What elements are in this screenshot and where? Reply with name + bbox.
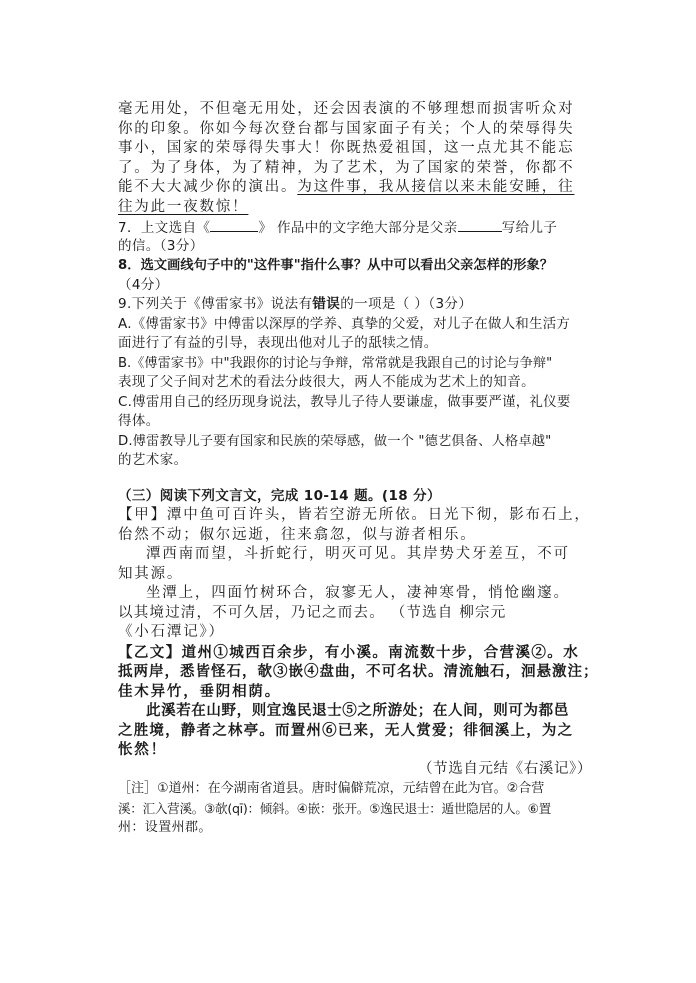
question-text: （4分）: [118, 276, 169, 293]
answer-blank[interactable]: [458, 217, 502, 232]
option-c-cont: 得体。: [118, 413, 160, 429]
passage-line: 事小，国家的荣辱得失事大！你既热爱祖国，这一点尤其不能忘: [118, 140, 575, 156]
underlined-sentence: 往为此一夜数惊！: [118, 198, 249, 215]
passage-line: 了。为了身体，为了精神，为了艺术，为了国家的荣誉，你都不: [118, 159, 575, 176]
passage-line: 毫无用处，不但毫无用处，还会因表演的不够理想而损害听众对: [118, 101, 575, 117]
classical-text-line: 此溪若在山野，则宜逸民退士⑤之所游处；在人间，则可为都邑: [146, 702, 569, 719]
annotation-note: 州：设置州郡。: [118, 820, 212, 835]
passage-line: [118, 198, 594, 218]
classical-text-line: 怅然！: [118, 741, 167, 758]
question-text: 写给儿子: [501, 220, 558, 236]
question-text: 》 作品中的文字绝大部分是父亲: [258, 220, 458, 236]
annotation-note: 溪：汇入营溪。③欹(qī)：倾斜。④嵌：张开。⑤逸民退士：遁世隐居的人。⑥置: [118, 800, 551, 816]
classical-text-line: 以其境过清，不可久居，乃记之而去。 （节选自 柳宗元: [118, 604, 507, 621]
annotation-note: ［注］①道州：在今湖南省道县。唐时偏僻荒凉，元结曾在此为官。②合营: [118, 781, 545, 796]
classical-text-line: 佁然不动；俶尔远逝，往来翕忽，似与游者相乐。: [118, 526, 477, 543]
classical-text-line: 潭西南而望，斗折蛇行，明灭可见。其岸势犬牙差互，不可: [146, 546, 570, 562]
passage-text: 能不大大减少你的演出。: [118, 179, 298, 195]
option-c: C.傅雷用自己的经历现身说法，教导儿子待人要谦虚，做事要严谨，礼仪要: [118, 393, 571, 410]
document-page: [118, 100, 599, 838]
passage-line: [118, 178, 594, 198]
question-text: 的信。（3分）: [118, 237, 204, 254]
classical-text-line: 【乙文】道州①城西百余步，有小溪。南流数十步，合营溪②。水: [118, 643, 580, 661]
section-heading: （三）阅读下列文言文，完成 10-14 题。(18 分）: [118, 487, 441, 504]
classical-text-line: 《小石潭记》）: [118, 624, 225, 640]
question-text: 7．上文选自《: [118, 220, 211, 236]
option-b-cont: 表现了父子间对艺术的看法分歧很大，两人不能成为艺术上的知音。: [118, 374, 535, 390]
option-d-cont: 的艺术家。: [118, 452, 188, 468]
question-text: 的一项是（ ）（3分）: [340, 296, 473, 312]
classical-text-line: 知其源。: [118, 565, 184, 582]
classical-text-line: 【甲】潭中鱼可百许头，皆若空游无所依。日光下彻，影布石上，: [118, 507, 591, 523]
underlined-sentence: 为这件事，我从接信以来未能安睡，往: [297, 179, 575, 195]
answer-blank[interactable]: [210, 217, 258, 232]
question-7: [118, 217, 594, 237]
option-a-cont: 面进行了有益的引导，表现出他对儿子的舐犊之情。: [118, 335, 438, 351]
classical-text-line: 佳木异竹，垂阴相荫。: [118, 682, 281, 700]
question-8: 8．选文画线句子中的"这件事"指什么事？从中可以看出父亲怎样的形象？: [118, 258, 554, 273]
passage-line: 你的印象。你如今每次登台都与国家面子有关；个人的荣辱得失: [118, 120, 575, 137]
source-citation: （节选自元结《右溪记》）: [418, 760, 592, 777]
classical-text-line: 抵两岸，悉皆怪石，欹③嵌④盘曲，不可名状。清流触石，洄悬激注；: [118, 663, 599, 680]
option-a: A.《傅雷家书》中傅雷以深厚的学养、真挚的父爱，对儿子在做人和生活方: [118, 315, 571, 332]
classical-text-line: 坐潭上，四面竹树环合，寂寥无人，凄神寒骨，悄怆幽邃。: [146, 585, 570, 601]
option-b: B.《傅雷家书》中"我跟你的讨论与争辩，常常就是我跟自己的讨论与争辩": [118, 355, 553, 371]
option-d: D.傅雷教导儿子要有国家和民族的荣辱感，做一个 "德艺俱备、人格卓越": [118, 433, 552, 449]
classical-text-line: 之胜境，静者之林亭。而置州⑥已来，无人赏爱；徘徊溪上，为之: [118, 721, 574, 739]
emphasis-text: 错误: [312, 296, 341, 312]
question-9: [118, 295, 594, 315]
question-text: 9.下列关于《傅雷家书》说法有: [118, 296, 313, 312]
